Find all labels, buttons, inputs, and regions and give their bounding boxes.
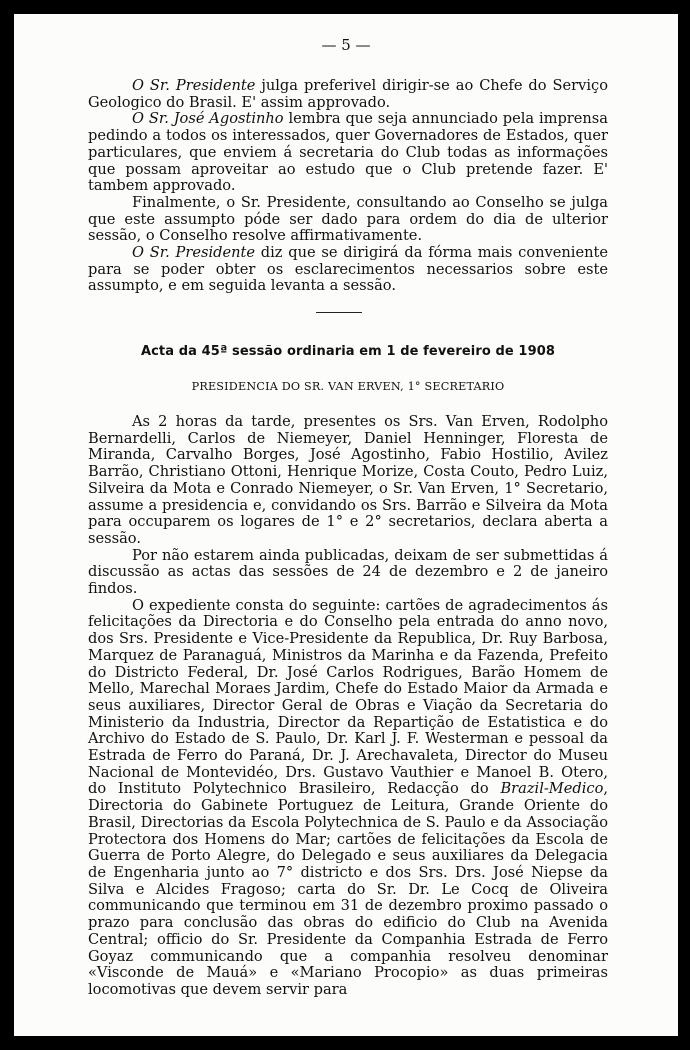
paragraph-text: diz que se dirigirá da fórma mais conveniente para se poder obter os esclarecimentos necessarios sobre este assumpto, e em seguida levanta a sessão. [88, 244, 609, 295]
speaker-lead: O Sr. José Agostinho [132, 110, 284, 128]
previous-session-conclusion [88, 78, 608, 295]
paragraph [88, 78, 608, 111]
page-number: — 5 — [321, 36, 371, 54]
paragraph [88, 414, 608, 548]
paragraph-text: O expediente consta do seguinte: cartões de agradecimentos ás felicitações da Directoria e do Conselho pela entrada do anno novo, dos Srs. Presidente e Vice-Presidente da Republica, Dr. Ruy Barbosa, Marquez de Paranaguá, Ministros da Marinha e da Fazenda, Prefeito do Districto Federal, Dr. José Carlos Rodrigues, Barão Homem de Mello, Marechal Moraes Jardim, Chefe do Estado Maior da Armada e seus auxiliares, Director Geral de Obras e Viação da Secretaria do Ministerio da Industria, Director da Repartição de Estatistica e do Archivo do Estado de S. Paulo, Dr. Karl J. F. Westerman e pessoal da Estrada de Ferro do Paraná, Dr. J. Arechavaleta, Director do Museu Nacional de Montevidéo, Drs. Gustavo Vauthier e Manoel B. Otero, do Instituto Polytechnico Brasileiro, Redacção do [88, 596, 608, 798]
paragraph [88, 195, 608, 245]
acta-body [88, 414, 608, 999]
journal-title: Brazil-Medico [500, 780, 604, 798]
speaker-lead: O Sr. Presidente [132, 244, 255, 262]
paragraph [88, 598, 608, 999]
paragraph [88, 245, 608, 295]
paragraph-text: julga preferivel dirigir-se ao Chefe do Serviço Geologico do Brasil. E' assim approvado. [88, 77, 608, 111]
acta-title: Acta da 45ª sessão ordinaria em 1 de fevereiro de 1908 [140, 344, 556, 359]
paragraph-text: Por não estarem ainda publicadas, deixam de ser submettidas á discussão as actas das sessões de 24 de dezembro e 2 de janeiro findos. [88, 546, 608, 598]
paragraph [88, 111, 608, 195]
speaker-lead: O Sr. Presidente [132, 77, 256, 94]
paragraph-text: lembra que seja annunciado pela imprensa pedindo a todos os interessados, quer Governadores de Estados, quer particulares, que enviem á secretaria do Club todas as informações que possam aproveitar ao estudo que o Club pretende fazer. E' tambem approvado. [88, 110, 608, 195]
paragraph [88, 548, 608, 598]
paragraph-text-continued: , Directoria do Gabinete Portuguez de Leitura, Grande Oriente do Brasil, Directorias da Escola Polytechnica de S. Paulo e da Associação Protectora dos Homens do Mar; cartões de felicitações da Escola de Guerra de Porto Alegre, do Delegado e seus auxiliares da Delegacia de Engenharia junto ao 7° districto e dos Srs. Drs. José Niepse da Silva e Alcides Fragoso; carta do Sr. Dr. Le Cocq de Oliveira communicando que terminou em 31 de dezembro proximo passado o prazo para conclusão das obras do edificio do Club na Avenida Central; officio do Sr. Presidente da Companhia Estrada de Ferro Goyaz communicando que a companhia resolveu denominar «Visconde de Mauá» e «Mariano Procopio» as duas primeiras locomotivas que devem servir para [88, 780, 608, 998]
acta-subtitle: PRESIDENCIA DO SR. VAN ERVEN, 1° SECRETARIO [191, 380, 505, 393]
section-divider [316, 312, 362, 313]
paragraph-text: Finalmente, o Sr. Presidente, consultando ao Conselho se julga que este assumpto póde ser dado para ordem do dia de ulterior sessão, o Conselho resolve affirmativamente. [88, 193, 608, 245]
document-page [14, 14, 678, 1036]
paragraph-text: As 2 horas da tarde, presentes os Srs. Van Erven, Rodolpho Bernardelli, Carlos de Niemeyer, Daniel Henninger, Floresta de Miranda, Carvalho Borges, José Agostinho, Fabio Hostilio, Avilez Barrão, Christiano Ottoni, Henrique Morize, Costa Couto, Pedro Luiz, Silveira da Mota e Conrado Niemeyer, o Sr. Van Erven, 1° Secretario, assume a presidencia e, convidando os Srs. Barrão e Silveira da Mota para occuparem os logares de 1° e 2° secretarios, declara aberta a sessão. [88, 413, 608, 547]
